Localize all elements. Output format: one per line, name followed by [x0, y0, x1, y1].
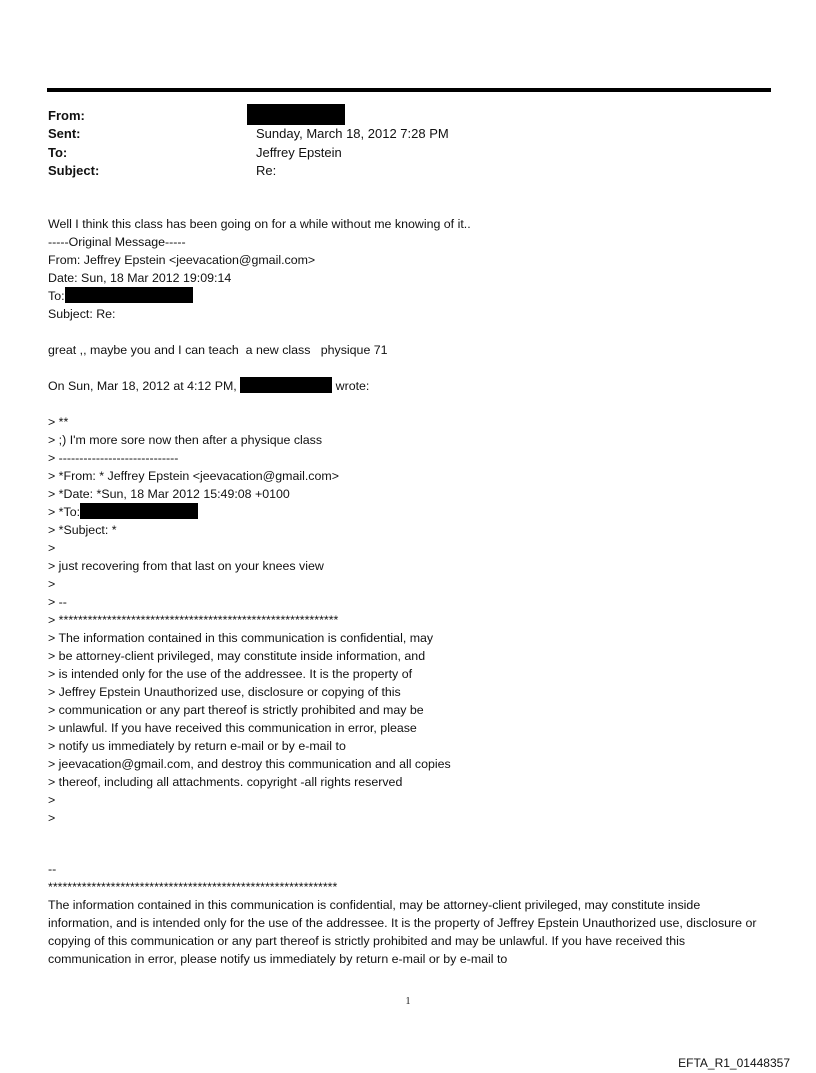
original-date: Date: Sun, 18 Mar 2012 19:09:14	[48, 271, 232, 285]
quoted-line: >	[48, 793, 56, 807]
quoted-line: > thereof, including all attachments. copyright -all rights reserved	[48, 775, 403, 789]
footer-dash: --	[48, 862, 57, 876]
quoted-line: > ;) I'm more sore now then after a physique class	[48, 433, 323, 447]
original-subject: Subject: Re:	[48, 307, 116, 321]
subject-label: Subject:	[48, 163, 100, 178]
quoted-line: > be attorney-client privileged, may constitute inside information, and	[48, 649, 426, 663]
wrote-line-suffix: wrote:	[332, 379, 370, 393]
quoted-line: > jeevacation@gmail.com, and destroy this communication and all copies	[48, 757, 451, 771]
quoted-line: > communication or any part thereof is strictly prohibited and may be	[48, 703, 424, 717]
original-message-separator: -----Original Message-----	[48, 235, 186, 249]
quoted-line: > *Date: *Sun, 18 Mar 2012 15:49:08 +0100	[48, 487, 290, 501]
quoted-line: > **********************************************************	[48, 613, 339, 627]
sent-label: Sent:	[48, 126, 81, 141]
sent-value: Sunday, March 18, 2012 7:28 PM	[256, 126, 449, 141]
quoted-line: > --	[48, 595, 67, 609]
quoted-line: > unlawful. If you have received this communication in error, please	[48, 721, 417, 735]
quoted-to-redaction	[80, 503, 198, 519]
original-from: From: Jeffrey Epstein <jeevacation@gmail.com>	[48, 253, 316, 267]
from-redaction	[247, 104, 345, 125]
quoted-line: > *From: * Jeffrey Epstein <jeevacation@gmail.com>	[48, 469, 339, 483]
wrote-line	[48, 377, 768, 395]
quoted-to-line	[48, 503, 768, 521]
body-line: Well I think this class has been going on for a while without me knowing of it..	[48, 217, 471, 231]
message-body	[48, 215, 768, 827]
quoted-to-label: > *To:	[48, 505, 81, 519]
quoted-line: >	[48, 541, 56, 555]
quoted-line: > The information contained in this communication is confidential, may	[48, 631, 434, 645]
quoted-line: > **	[48, 415, 69, 429]
original-to-label: To:	[48, 289, 65, 303]
sender-redaction	[240, 377, 332, 393]
document-id: EFTA_R1_01448357	[678, 1056, 790, 1070]
quoted-line: >	[48, 577, 56, 591]
footer-disclaimer: The information contained in this communication is confidential, may be attorney-client privileged, may constitute inside information, and is intended only for the use of the addressee. It is the property of Jeffrey Epstein Unauthorized use, disclosure or copying of this communication or any part thereof is strictly prohibited and may be unlawful. If you have received this communication in error, please notify us immediately by return e-mail or by e-mail to	[48, 898, 757, 966]
to-redaction	[65, 287, 193, 303]
quoted-line: > *Subject: *	[48, 523, 117, 537]
quoted-line: >	[48, 811, 56, 825]
quoted-line: > just recovering from that last on your knees view	[48, 559, 324, 573]
page-number: 1	[405, 996, 411, 1007]
from-label: From:	[48, 108, 85, 123]
footer-stars: ************************************************************	[48, 880, 338, 894]
to-label: To:	[48, 145, 68, 160]
subject-value: Re:	[256, 163, 277, 178]
header-rule	[47, 88, 771, 92]
body-line: great ,, maybe you and I can teach a new class physique 71	[48, 343, 388, 357]
quoted-line: > -----------------------------	[48, 451, 179, 465]
quoted-line: > notify us immediately by return e-mail or by e-mail to	[48, 739, 346, 753]
wrote-line-prefix: On Sun, Mar 18, 2012 at 4:12 PM,	[48, 379, 237, 393]
original-to	[48, 287, 768, 305]
to-value: Jeffrey Epstein	[256, 145, 342, 160]
quoted-line: > is intended only for the use of the addressee. It is the property of	[48, 667, 413, 681]
quoted-line: > Jeffrey Epstein Unauthorized use, disclosure or copying of this	[48, 685, 401, 699]
